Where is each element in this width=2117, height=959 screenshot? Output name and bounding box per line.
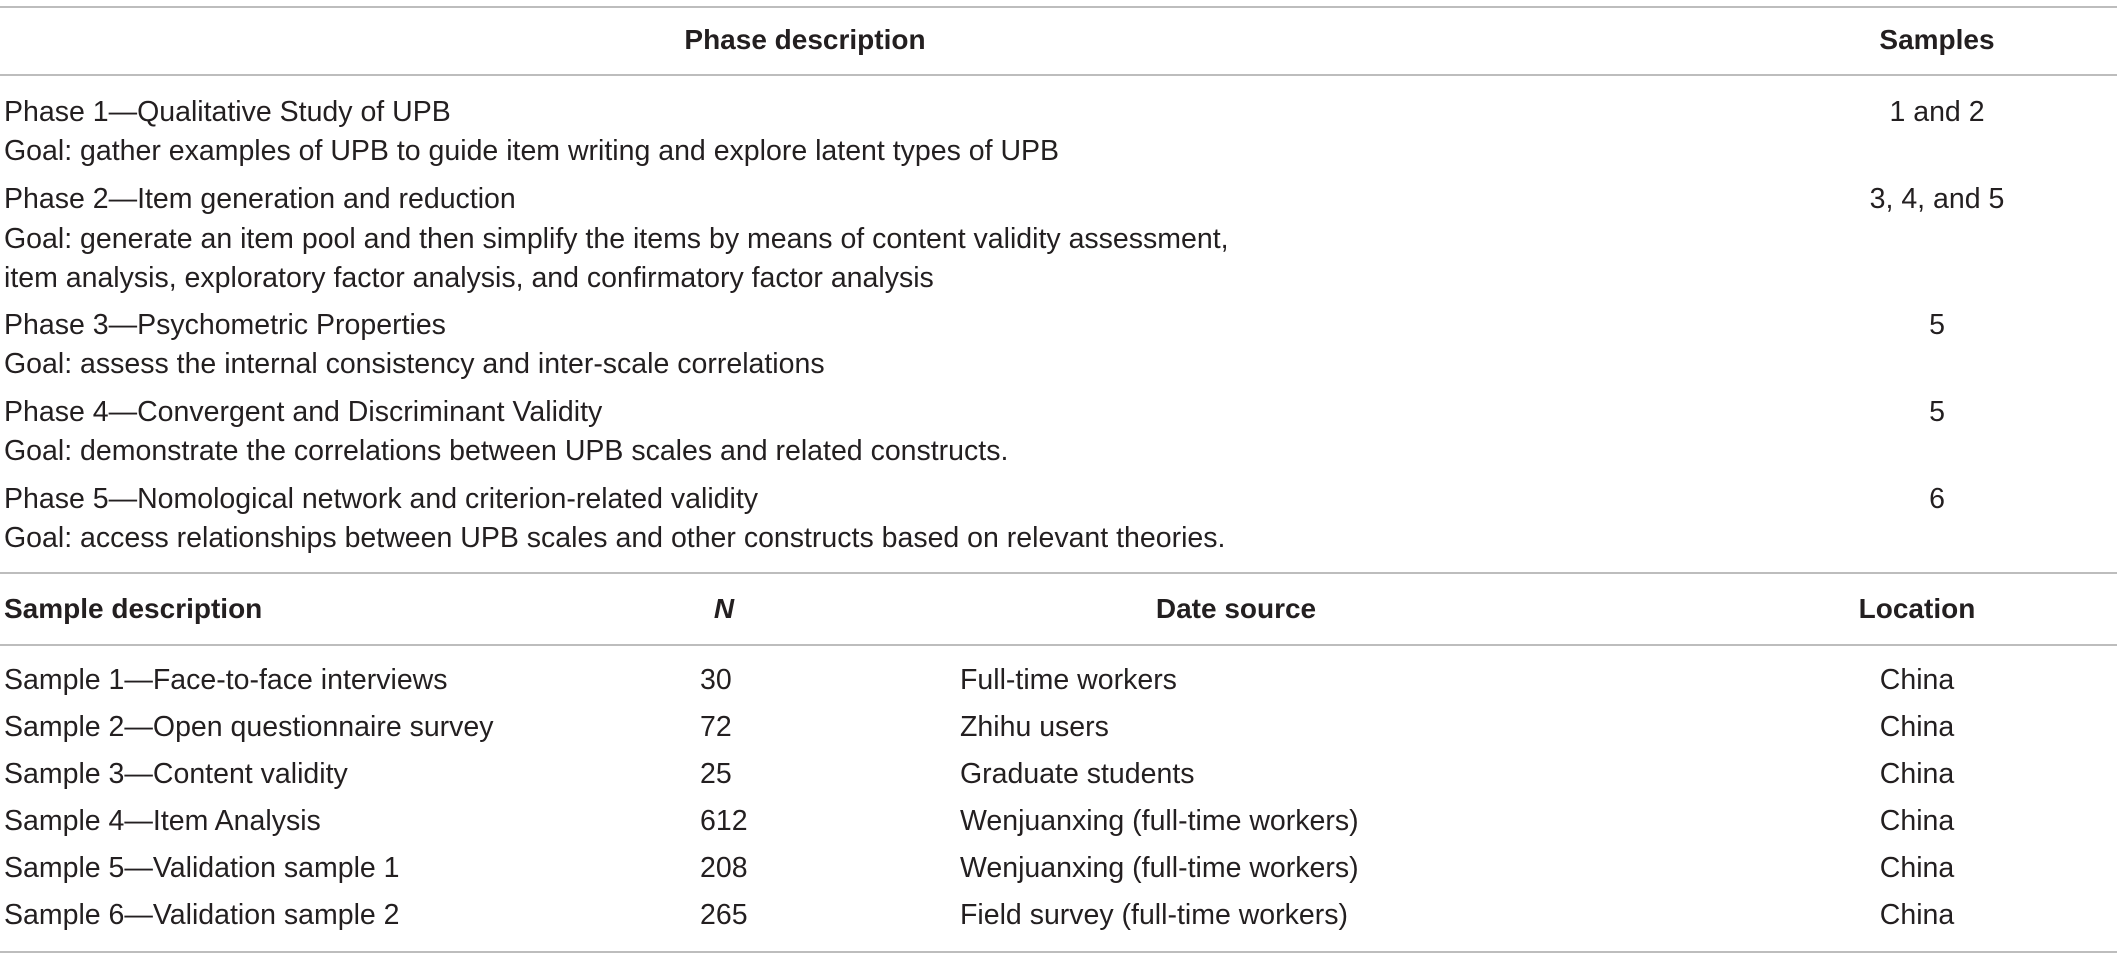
phase-samples: 5 [1929,309,1945,341]
phase-samples: 6 [1929,483,1945,515]
phase-title: Phase 4—Convergent and Discriminant Validity [4,396,603,428]
samples-header: Samples [1879,24,1995,55]
phase-title: Phase 5—Nomological network and criterion-related validity [4,483,759,515]
sample-n: 25 [700,758,732,790]
sample-source: Graduate students [960,758,1195,790]
sample-header-rule [0,644,2117,646]
sample-location: China [1879,899,1955,931]
phase-title: Phase 2—Item generation and reduction [4,183,516,215]
location-header: Location [1858,593,1976,624]
sample-n: 72 [700,711,732,743]
sample-description-header: Sample description [4,593,263,624]
phase-title: Phase 3—Psychometric Properties [4,309,446,341]
sample-description: Sample 4—Item Analysis [4,805,321,837]
phase-goal: Goal: demonstrate the correlations between UPB scales and related constructs. [4,435,1009,467]
table-bottom-rule [0,951,2117,953]
phase-description-header: Phase description [684,24,926,55]
phase-goal: item analysis, exploratory factor analysis, and confirmatory factor analysis [4,262,934,294]
sample-description: Sample 6—Validation sample 2 [4,899,400,931]
phase-goal: Goal: assess the internal consistency and inter-scale correlations [4,348,825,380]
sample-description: Sample 2—Open questionnaire survey [4,711,494,743]
sample-location: China [1879,664,1955,696]
sample-source: Full-time workers [960,664,1177,696]
sample-n: 30 [700,664,732,696]
phase-header-rule [0,74,2117,76]
phase-samples: 1 and 2 [1889,96,1985,128]
date-source-header: Date source [1155,593,1317,624]
sample-location: China [1879,758,1955,790]
sample-description: Sample 3—Content validity [4,758,348,790]
sample-description: Sample 5—Validation sample 1 [4,852,400,884]
sample-n: 208 [700,852,748,884]
sample-location: China [1879,852,1955,884]
n-header: N [713,593,735,624]
phase-goal: Goal: generate an item pool and then simplify the items by means of content validity assessment, [4,223,1229,255]
phase-title: Phase 1—Qualitative Study of UPB [4,96,451,128]
sample-source: Wenjuanxing (full-time workers) [960,852,1359,884]
table-top-rule [0,6,2117,8]
section-divider-rule [0,572,2117,574]
sample-n: 265 [700,899,748,931]
sample-source: Field survey (full-time workers) [960,899,1348,931]
sample-source: Zhihu users [960,711,1109,743]
sample-n: 612 [700,805,748,837]
sample-source: Wenjuanxing (full-time workers) [960,805,1359,837]
phase-samples: 5 [1929,396,1945,428]
phase-goal: Goal: gather examples of UPB to guide item writing and explore latent types of UPB [4,135,1060,167]
phase-goal: Goal: access relationships between UPB scales and other constructs based on relevant theories. [4,522,1226,554]
sample-location: China [1879,711,1955,743]
sample-location: China [1879,805,1955,837]
sample-description: Sample 1—Face-to-face interviews [4,664,448,696]
phase-samples: 3, 4, and 5 [1869,183,2005,215]
